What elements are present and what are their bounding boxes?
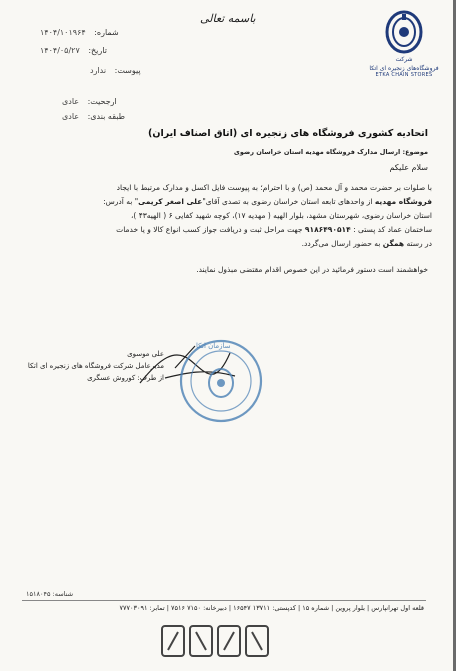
body-line-4: ساختمان عماد کد پستی : ۹۱۸۶۴۹۰۵۱۴ جهت مراحل ثبت و دریافت جواز کسب انواع کالا و یا خدمات xyxy=(116,225,432,234)
meta-attachment xyxy=(90,66,141,75)
store-name: فروشگاه مهدیه xyxy=(374,197,432,206)
classification-label: طبقه بندی: xyxy=(87,112,126,121)
meta-number xyxy=(40,28,119,37)
signer-delegate: از طرف: کوروش عسگری xyxy=(87,374,164,382)
letter-heading: باسمه تعالی xyxy=(200,12,256,25)
number-label: شماره: xyxy=(94,28,119,37)
body-line-3: استان خراسان رضوی، شهرستان مشهد، بلوار الهیه ( مهدیه ۱۷)، کوچه شهید کفایی ۶ ( الهیه۴۳ )، xyxy=(130,211,432,220)
recipient: اتحادیه کشوری فروشگاه های زنجیره ای (اتاق اصناف ایران) xyxy=(148,128,428,139)
document-ref: شناسه: ۱۵۱۸۰۴۵ xyxy=(26,590,74,598)
body-line-5: در رسته همگن به حضور ارسال می‌گردد. xyxy=(301,239,432,248)
meta-priority xyxy=(62,97,117,106)
date-value: ۱۴۰۴/۰۵/۲۷ xyxy=(40,46,80,55)
meta-date xyxy=(40,46,107,55)
signer-name: علی موسوی xyxy=(127,350,164,358)
subject: موضوع: ارسال مدارک فروشگاه مهدیه استان خراسان رضوی xyxy=(233,148,428,156)
date-label: تاریخ: xyxy=(88,46,107,55)
letter-body xyxy=(24,181,432,251)
etka-emblem-icon xyxy=(384,10,424,54)
signer-title: مدیرعامل شرکت فروشگاه های زنجیره ای اتکا xyxy=(27,362,164,370)
manager-name: علی اصغر کریمی xyxy=(138,197,203,206)
brand-name-top: شرکت xyxy=(395,56,413,63)
number-value: ۱۴۰۴/۱۰۱۹۶۴ xyxy=(40,28,86,37)
body-line-2: فروشگاه مهدیه از واحدهای تابعه استان خراسان رضوی به تصدی آقای"علی اصغر کریمی" به آدرس: xyxy=(103,197,432,206)
footer-divider xyxy=(22,600,426,601)
footer-address: قلعه اول تهرانپارس | بلوار پروین | شماره ۱۵ | کدپستی: ۱۳۷۱۱ ۱۶۵۴۷ | دبیرخانه: ۷۱۵۰ ۷۵۱۶ | تمابر: ۷۷۷۰۳۰۹۱ xyxy=(119,604,424,612)
attachment-value: ندارد xyxy=(90,66,107,75)
body-line-1: با صلوات بر حضرت محمد و آل محمد (ص) و با احترام؛ به پیوست فایل اکسل و مدارک مرتبط با ایجاد xyxy=(116,183,432,192)
priority-value: عادی xyxy=(62,97,80,106)
signature-block xyxy=(28,348,164,384)
footer-logo-icon xyxy=(160,622,270,662)
brand-name-en: ETKA CHAIN STORES xyxy=(375,72,433,78)
closing-line: خواهشمند است دستور فرمائید در این خصوص اقدام مقتضی مبذول نمایند. xyxy=(196,265,428,274)
attachment-label: پیوست: xyxy=(114,66,141,75)
greeting: سلام علیکم xyxy=(389,163,428,172)
classification-value: عادی xyxy=(62,112,80,121)
meta-classification xyxy=(62,112,125,121)
priority-label: ارجحیت: xyxy=(87,97,117,106)
company-logo xyxy=(364,10,444,78)
brand-name-fa: فروشگاه‌های زنجیره ای اتکا xyxy=(369,65,439,72)
official-stamp xyxy=(178,338,264,424)
postal-code: ۹۱۸۶۴۹۰۵۱۴ xyxy=(304,225,351,234)
stamp-text: سازمان اتکا xyxy=(196,342,231,350)
category-name: همگن xyxy=(382,239,405,248)
